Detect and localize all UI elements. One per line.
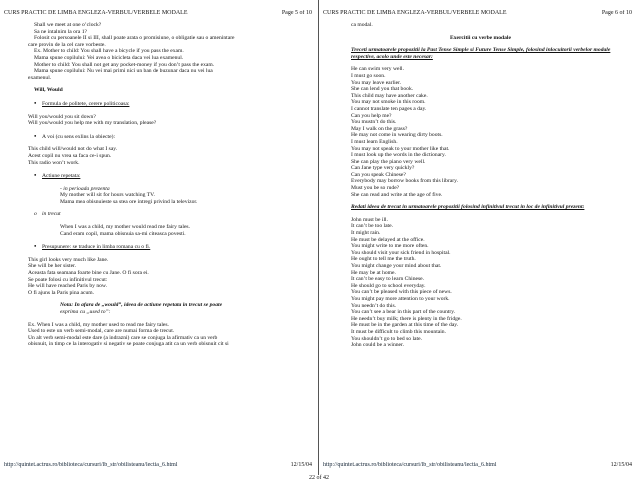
exercise-item: 6. You may not smoke in this room. <box>351 99 628 106</box>
header-title: CURS PRACTIC DE LIMBA ENGLEZA-VERBUL/VERBELE MODALE <box>323 10 507 16</box>
section-heading: Will, Would <box>34 87 63 94</box>
text-line: Mother to child: You shall not get any pocket-money if you don’t pass the exam. <box>34 61 215 68</box>
exercise-item: 16. He needn’t buy milk; there is plenty in the fridge. <box>351 316 628 323</box>
text-line: She will be her sister. <box>28 263 77 270</box>
text-line: examenul. <box>28 74 52 81</box>
exercise-item: 7. He ought to tell me the truth. <box>351 256 628 263</box>
text-line: Aceasta fata seamana foarte bine cu Jane. O fi sora ei. <box>28 270 149 277</box>
exercise-title: 1. Treceti urmatoarele propozitii la Past Tense Simple si Future Tense Simple, folosind inlocuitorii verbelor modale respective, acolo unde este necesar: <box>351 47 628 60</box>
bullet-item: ● Actiune repetata: <box>28 172 304 180</box>
exercise-item: 19. You shouldn’t go to bed so late. <box>351 336 628 343</box>
exercise-item: 20. John could be a winner. <box>351 342 628 349</box>
text-line: Will you/would you help me with my translation, please? <box>28 120 157 127</box>
text-line: Acest copil nu vrea sa faca ce-i spun. <box>28 152 112 159</box>
header-title: CURS PRACTIC DE LIMBA ENGLEZA-VERBUL/VERBELE MODALE <box>4 10 188 16</box>
left-page <box>0 0 318 475</box>
sub-bullet-item: o in trecut <box>28 211 304 218</box>
exercise-item: 3. You may leave earlier. <box>351 80 628 87</box>
text-line: Se poate folosi cu infinitivul trecut: <box>28 276 108 283</box>
exercise-item: 18. It must be difficult to climb this mountain. <box>351 329 628 336</box>
text-line: Mama spune copilului: Nu vei mai primi nici un ban de buzunar daca nu vei lua <box>34 68 213 75</box>
text-line: Sa ne intalnim la ora 1? <box>34 28 87 35</box>
right-page <box>319 0 638 475</box>
exercise-item: 11. He should go to school everyday. <box>351 283 628 290</box>
text-line: Shall we meet at one o’clock? <box>34 22 102 28</box>
note-heading: Nota: In afara de „would”, ideea de actiune repetata in trecut se poate <box>60 302 223 309</box>
exercise-item: 17. He must be in the garden at this time of the day. <box>351 322 628 329</box>
text-line: Used to este un verb semi-modal, care are numai forma de trecut. <box>28 328 175 335</box>
text-line: Will you/would you sit down? <box>28 113 96 120</box>
exercise-item: 5. This child may have another cake. <box>351 93 628 100</box>
exercise-item: 13. You might pay more attention to your work. <box>351 296 628 303</box>
exercise-item: 14. I must look up the words in the dictionary. <box>351 152 628 159</box>
exercise-item: 8. You might change your mind about that. <box>351 263 628 270</box>
text-line: ca modal. <box>351 22 373 28</box>
exercise-2 <box>333 204 628 211</box>
text-line: obisnuit, in timp ce la interogativ si negativ se poate conjuga atit ca un verb obisnuit cit si <box>28 341 229 348</box>
text-line: Ex. When I was a child, my mother used to read me fairy tales. <box>28 321 169 328</box>
text-line: This girl looks very much like Jane. <box>28 256 109 263</box>
bullet-item: ● Presupunere: se traduce in limba romana cu o fi. <box>28 243 304 251</box>
text-line: This child will/would not do what I say. <box>28 146 118 153</box>
section-title: Exercitii cu verbe modale <box>450 34 511 41</box>
exercise-2-list <box>333 217 628 349</box>
exercise-item: 2. I must go soon. <box>351 73 628 80</box>
exercise-item: 10. May I walk on the grass? <box>351 126 628 133</box>
exercise-item: 4. She can lend you that book. <box>351 86 628 93</box>
exercise-item: 13. You may not speak to your mother like that. <box>351 146 628 153</box>
exercise-item: 7. I cannot translate ten pages a day. <box>351 106 628 113</box>
exercise-item: 4. He must be delayed at the office. <box>351 237 628 244</box>
exercise-item: 6. You should visit your sick friend in hospital. <box>351 250 628 257</box>
exercise-item: 5. You might write to me more often. <box>351 243 628 250</box>
exercise-item: 12. I must learn English. <box>351 139 628 146</box>
exercise-item: 9. He may be at home. <box>351 270 628 277</box>
exercise-item: 12. You can’t be pleased with this piece of news. <box>351 289 628 296</box>
page-number: Page 6 of 10 <box>601 10 632 16</box>
page-footer <box>0 462 318 472</box>
page-header <box>319 10 638 20</box>
exercise-item: 15. She can play the piano very well. <box>351 159 628 166</box>
text-line: Folosit cu persoanele II si III, shall poate arata o promisiune, o obligatie sau o amenintare <box>34 35 235 42</box>
text-line: - in perioada prezenta <box>60 185 110 192</box>
footer-date: 12/15/04 <box>610 462 632 468</box>
exercise-item: 20. She can read and write at the age of five. <box>351 192 628 199</box>
page-footer <box>319 462 638 472</box>
text-line: Ex. Mother to child: You shall have a bicycle if you pass the exam. <box>34 48 184 55</box>
exercise-item: 15. You can’t see a bear in this part of the country. <box>351 309 628 316</box>
page-content <box>333 22 628 349</box>
exercise-item: 17. Can you speak Chinese? <box>351 172 628 179</box>
exercise-item: 14. You needn’t do this. <box>351 303 628 310</box>
exercise-item: 1. John must be ill. <box>351 217 628 224</box>
exercise-item: 1. He can swim very well. <box>351 66 628 73</box>
exercise-title: 2. Redati ideea de trecut in urmatoarele propozitii folosind infinitivul trecut in loc de infinitivul prezent: <box>351 204 628 211</box>
text-line: Un alt verb semi-modal este dare (a indrazni) care se conjuga la afirmativ ca un verb <box>28 334 218 341</box>
page-number: Page 5 of 10 <box>281 10 312 16</box>
text-line: Mama spune copilului: Vei avea o bicicleta daca vei lua examenul. <box>34 54 184 61</box>
text-line: O fi ajuns la Paris pina acum. <box>28 289 95 296</box>
text-line: Cand eram copil, mama obisnuia sa-mi citeasca povesti. <box>60 230 186 237</box>
exercise-item: 3. It might rain. <box>351 230 628 237</box>
text-line: He will have reached Paris by now. <box>28 283 108 290</box>
exercise-1 <box>333 47 628 60</box>
page-counter: 22 of 42 <box>309 475 329 481</box>
text-line: exprima cu „used to”: <box>60 309 111 315</box>
footer-url[interactable]: http://quintet.actrus.ro/biblioteca/cursuri/lb_str/obilisteanu/lectia_6.html <box>323 462 497 468</box>
footer-url[interactable]: http://quintet.actrus.ro/biblioteca/cursuri/lb_str/obilisteanu/lectia_6.html <box>4 462 178 468</box>
exercise-item: 19. Must you be so rude? <box>351 185 628 192</box>
exercise-item: 8. Can you help me? <box>351 113 628 120</box>
bullet-item: ● Formula de politete, cerere politicoasa: <box>28 100 304 108</box>
exercise-1-list <box>333 66 628 198</box>
exercise-item: 18. Everybody may borrow books from this library. <box>351 178 628 185</box>
bullet-item: ● A voi (cu sens exlins la obiecte): <box>28 133 304 141</box>
footer-date: 12/15/04 <box>290 462 312 468</box>
text-line: care provin de la cel care vorbeste. <box>28 41 106 48</box>
page-content <box>28 22 304 348</box>
exercise-item: 11. He may not come in wearing dirty boots. <box>351 132 628 139</box>
text-line: My mother will sit for hours watching TV. <box>60 192 155 199</box>
text-line: This radio won’t work. <box>28 159 80 166</box>
text-line: When I was a child, my mother would read me fairy tales. <box>60 224 191 231</box>
page-header <box>0 10 318 20</box>
exercise-item: 2. It can’t be too late. <box>351 223 628 230</box>
exercise-item: 10. It can’t be easy to learn Chinese. <box>351 276 628 283</box>
exercise-item: 9. You mustn’t do this. <box>351 119 628 126</box>
exercise-item: 16. Can Jane type very quickly? <box>351 165 628 172</box>
text-line: Mama mea obisnuieste sa stea ore intregi privind la televizor. <box>60 198 198 205</box>
